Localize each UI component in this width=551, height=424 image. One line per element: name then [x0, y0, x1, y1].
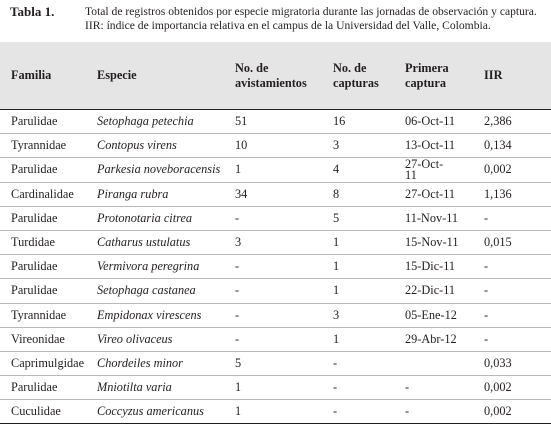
cell-familia: Vireonidae	[0, 327, 97, 351]
table-header-row	[0, 42, 551, 110]
cell-primera-captura: 06-Oct-11	[405, 110, 484, 134]
cell-especie: Piranga rubra	[97, 182, 235, 206]
cell-primera-captura: -	[405, 376, 484, 400]
cell-capturas: 8	[333, 182, 405, 206]
cell-primera-captura	[405, 351, 484, 375]
cell-avistamientos: 5	[235, 351, 333, 375]
cell-especie: Vermivora peregrina	[97, 255, 235, 279]
cell-avistamientos: -	[235, 327, 333, 351]
cell-avistamientos: 1	[235, 158, 333, 182]
cell-familia: Parulidae	[0, 110, 97, 134]
cell-iir: 0,033	[484, 351, 551, 375]
cell-avistamientos: 51	[235, 110, 333, 134]
cell-primera-captura: 15-Dic-11	[405, 255, 484, 279]
table-row	[0, 255, 551, 279]
cell-primera-captura: 11-Nov-11	[405, 206, 484, 230]
cell-familia: Parulidae	[0, 279, 97, 303]
cell-capturas: 3	[333, 134, 405, 158]
table-row	[0, 279, 551, 303]
cell-avistamientos: -	[235, 255, 333, 279]
table-caption-label: Tabla 1.	[10, 4, 55, 19]
cell-familia: Parulidae	[0, 376, 97, 400]
cell-especie: Vireo olivaceus	[97, 327, 235, 351]
cell-familia: Parulidae	[0, 158, 97, 182]
cell-primera-captura: 27-Oct-11	[405, 182, 484, 206]
cell-avistamientos: 34	[235, 182, 333, 206]
cell-capturas: 1	[333, 230, 405, 254]
cell-capturas: 1	[333, 327, 405, 351]
table-row	[0, 134, 551, 158]
header-familia: Familia	[0, 42, 97, 110]
cell-familia: Tyrannidae	[0, 303, 97, 327]
table-caption-text: Total de registros obtenidos por especie migratoria durante las jornadas de observación y captura. IIR: índice de importancia relativa en el campus de la Universidad del Valle, Colombia.	[85, 5, 537, 32]
table-row	[0, 110, 551, 134]
cell-iir: 0,002	[484, 158, 551, 182]
cell-iir: 2,386	[484, 110, 551, 134]
cell-iir: -	[484, 279, 551, 303]
cell-familia: Parulidae	[0, 255, 97, 279]
cell-familia: Turdidae	[0, 230, 97, 254]
table-row	[0, 230, 551, 254]
cell-avistamientos: 1	[235, 400, 333, 424]
cell-familia: Parulidae	[0, 206, 97, 230]
cell-avistamientos: 3	[235, 230, 333, 254]
cell-iir: 0,015	[484, 230, 551, 254]
cell-primera-captura: 29-Abr-12	[405, 327, 484, 351]
cell-especie: Contopus virens	[97, 134, 235, 158]
table-row	[0, 158, 551, 182]
cell-avistamientos: 10	[235, 134, 333, 158]
cell-primera-captura: 27-Oct- 11	[405, 158, 484, 182]
cell-capturas: 4	[333, 158, 405, 182]
cell-avistamientos: -	[235, 303, 333, 327]
migratory-species-table	[0, 42, 551, 424]
cell-especie: Coccyzus americanus	[97, 400, 235, 424]
header-iir: IIR	[484, 42, 551, 110]
cell-primera-captura: -	[405, 400, 484, 424]
table-row	[0, 206, 551, 230]
cell-iir: 1,136	[484, 182, 551, 206]
cell-especie: Chordeiles minor	[97, 351, 235, 375]
cell-familia: Cardinalidae	[0, 182, 97, 206]
table-row	[0, 327, 551, 351]
cell-familia: Tyrannidae	[0, 134, 97, 158]
cell-iir: -	[484, 327, 551, 351]
cell-primera-captura: 13-Oct-11	[405, 134, 484, 158]
cell-especie: Empidonax virescens	[97, 303, 235, 327]
cell-iir: -	[484, 303, 551, 327]
table-row	[0, 351, 551, 375]
cell-iir: -	[484, 255, 551, 279]
cell-iir: 0,134	[484, 134, 551, 158]
cell-especie: Protonotaria citrea	[97, 206, 235, 230]
cell-especie: Setophaga castanea	[97, 279, 235, 303]
cell-capturas: 5	[333, 206, 405, 230]
cell-iir: 0,002	[484, 400, 551, 424]
cell-avistamientos: -	[235, 279, 333, 303]
cell-capturas: -	[333, 351, 405, 375]
cell-familia: Caprimulgidae	[0, 351, 97, 375]
cell-avistamientos: -	[235, 206, 333, 230]
table-row	[0, 376, 551, 400]
cell-primera-captura: 22-Dic-11	[405, 279, 484, 303]
cell-capturas: 1	[333, 255, 405, 279]
cell-iir: 0,002	[484, 376, 551, 400]
table-row	[0, 400, 551, 424]
cell-especie: Parkesia noveboracensis	[97, 158, 235, 182]
cell-iir: -	[484, 206, 551, 230]
header-especie: Especie	[97, 42, 235, 110]
cell-especie: Catharus ustulatus	[97, 230, 235, 254]
cell-capturas: 16	[333, 110, 405, 134]
header-capturas: No. de capturas	[333, 42, 405, 110]
cell-capturas: -	[333, 400, 405, 424]
table-row	[0, 182, 551, 206]
cell-primera-captura: 15-Nov-11	[405, 230, 484, 254]
cell-especie: Setophaga petechia	[97, 110, 235, 134]
cell-capturas: -	[333, 376, 405, 400]
cell-avistamientos: 1	[235, 376, 333, 400]
cell-capturas: 1	[333, 279, 405, 303]
header-primera-captura: Primera captura	[405, 42, 484, 110]
cell-especie: Mniotilta varia	[97, 376, 235, 400]
header-avistamientos: No. de avistamientos	[235, 42, 333, 110]
cell-primera-captura: 05-Ene-12	[405, 303, 484, 327]
cell-familia: Cuculidae	[0, 400, 97, 424]
cell-capturas: 3	[333, 303, 405, 327]
table-row	[0, 303, 551, 327]
